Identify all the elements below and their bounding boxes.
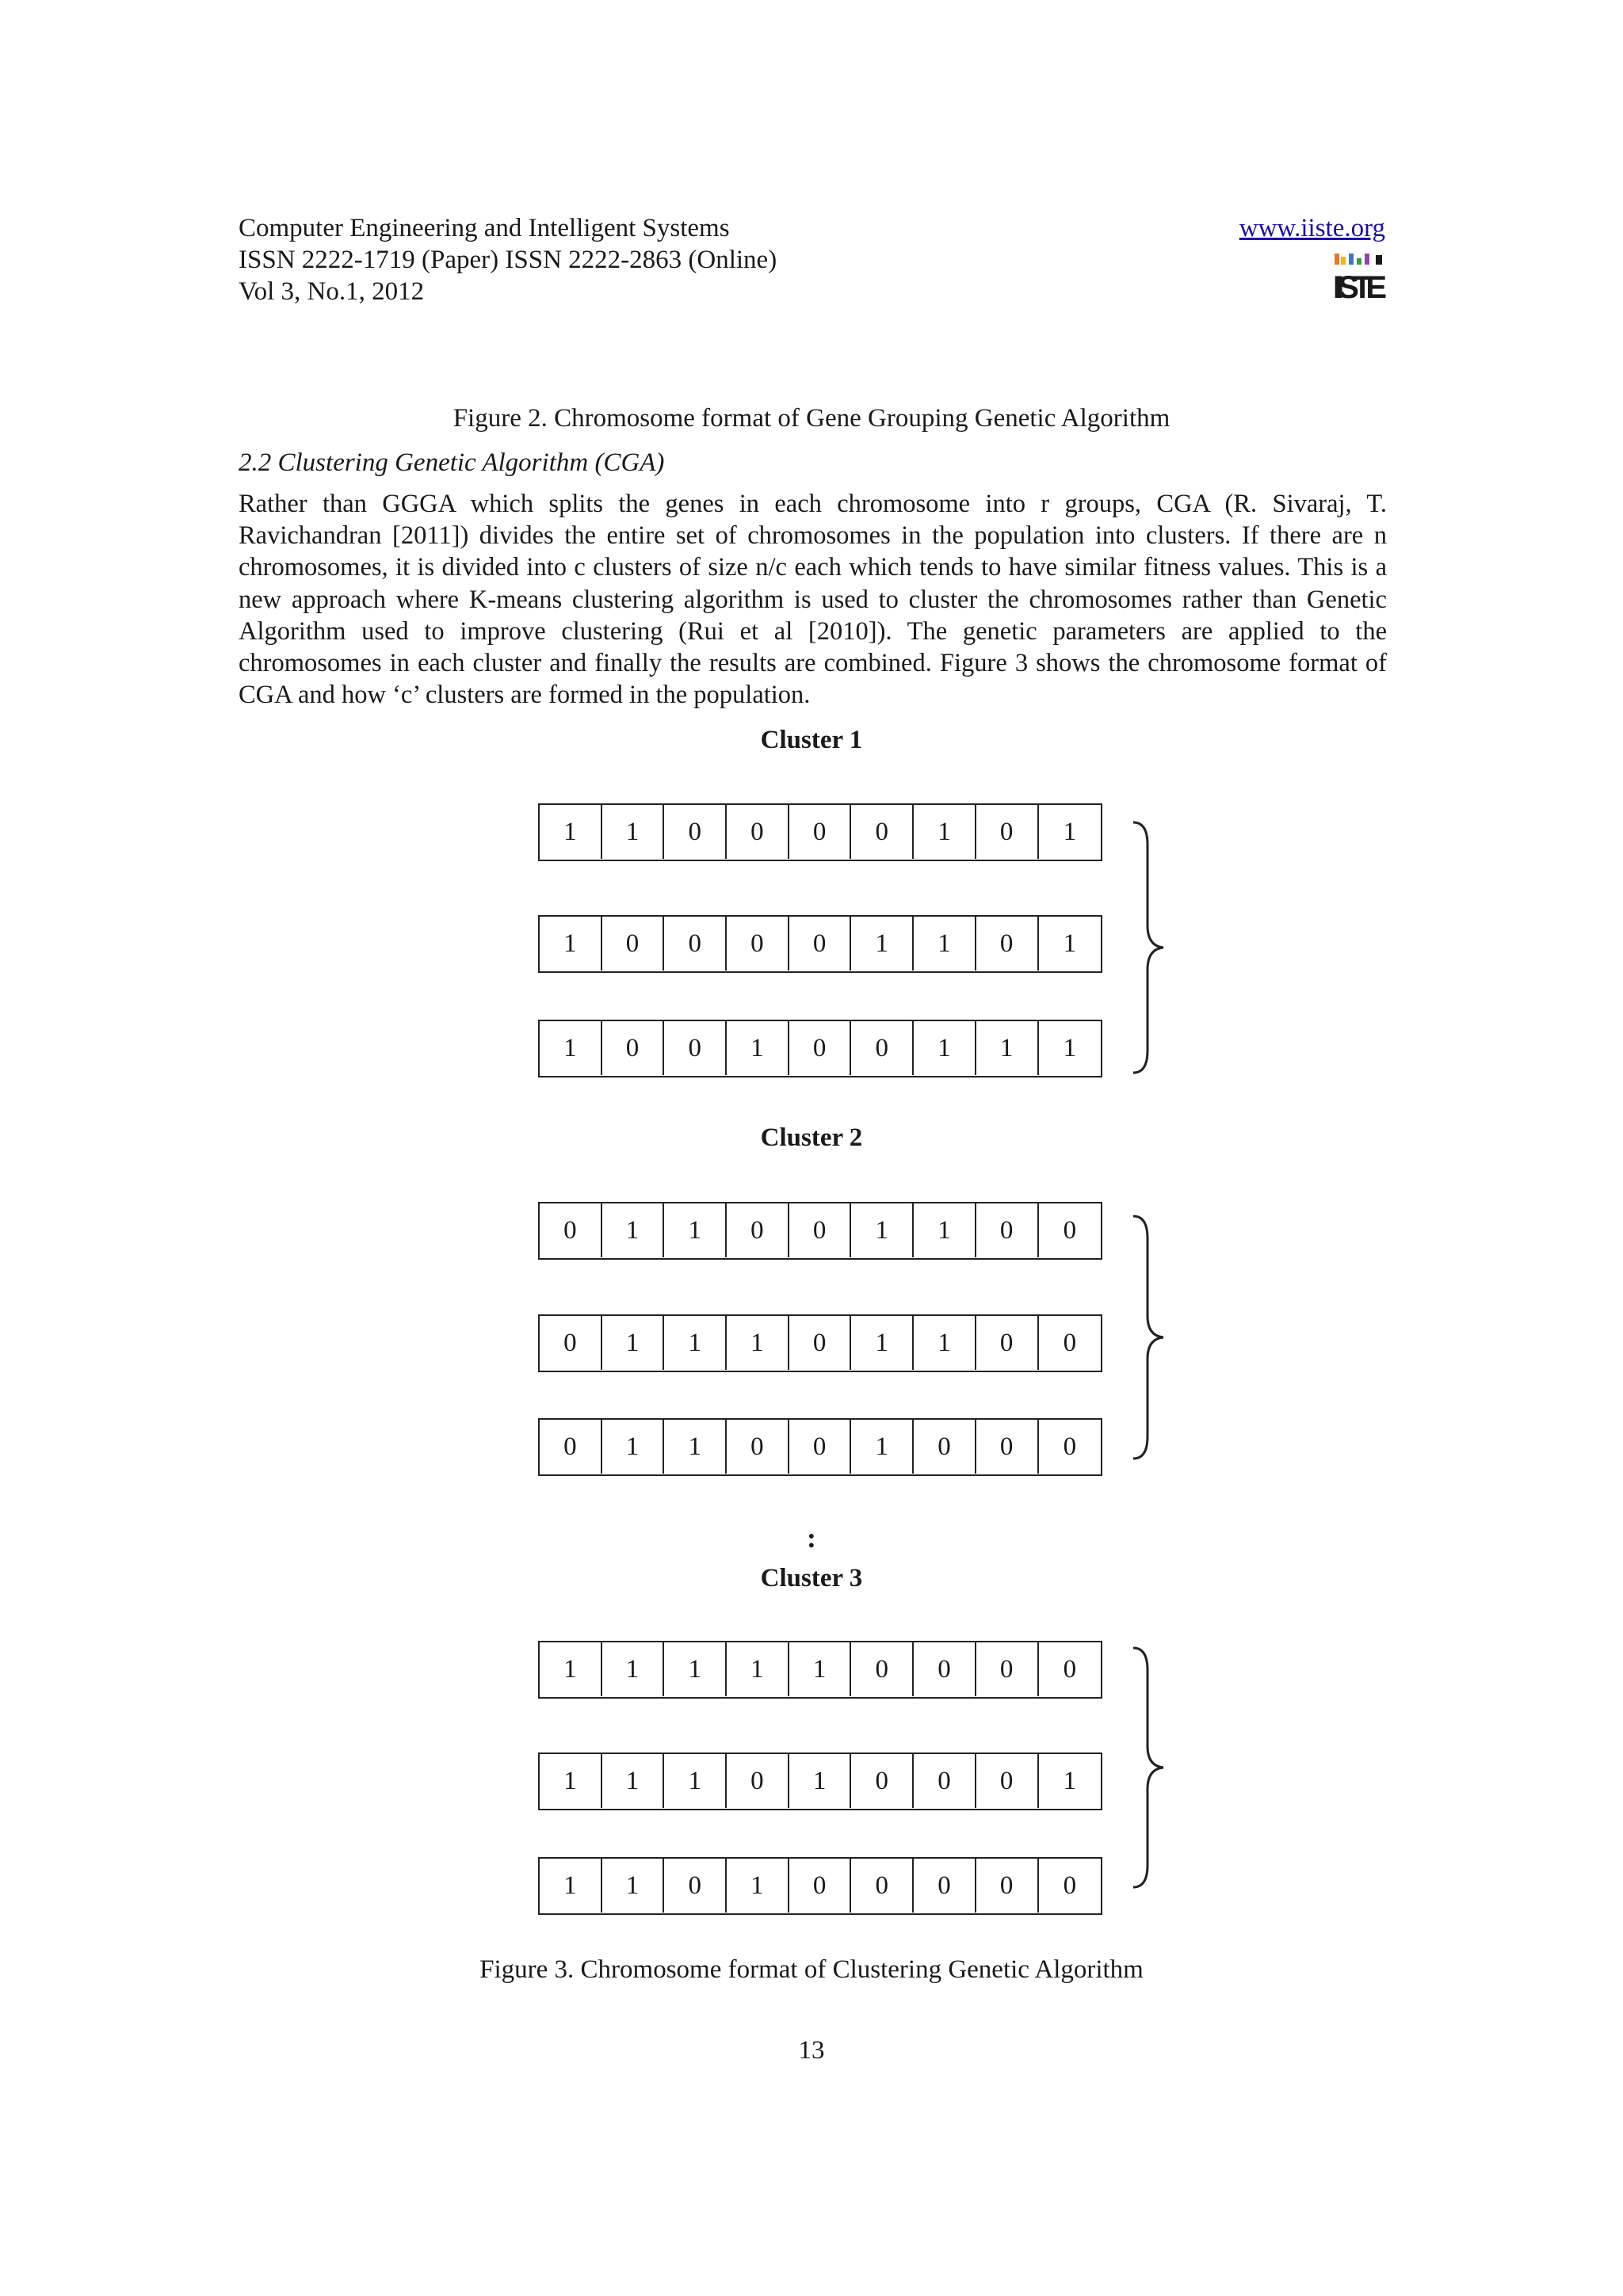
gene-cell: 0: [540, 1420, 602, 1474]
gene-cell: 1: [851, 1203, 914, 1257]
gene-cell: 1: [914, 1316, 976, 1370]
gene-cell: 0: [976, 917, 1039, 971]
gene-cell: 0: [789, 1316, 852, 1370]
gene-cell: 0: [789, 1420, 852, 1474]
gene-cell: 0: [914, 1859, 976, 1913]
journal-title: Computer Engineering and Intelligent Systems: [239, 214, 730, 242]
gene-cell: 1: [914, 1203, 976, 1257]
gene-cell: 0: [727, 917, 789, 971]
body-paragraph: [239, 488, 1387, 711]
gene-cell: 1: [602, 1642, 665, 1696]
gene-cell: 0: [664, 1859, 727, 1913]
figure-2-caption: Figure 2. Chromosome format of Gene Grouping Genetic Algorithm: [453, 404, 1170, 433]
gene-cell: 0: [914, 1642, 976, 1696]
gene-cell: 0: [851, 1754, 914, 1808]
figure-3-caption: Figure 3. Chromosome format of Clustering Genetic Algorithm: [479, 1955, 1144, 1984]
section-title: 2.2 Clustering Genetic Algorithm (CGA): [239, 448, 665, 477]
gene-cell: 0: [602, 917, 665, 971]
gene-cell: 0: [727, 805, 789, 859]
gene-cell: 0: [976, 1316, 1039, 1370]
gene-cell: 1: [1063, 817, 1077, 846]
gene-cell: 0: [602, 1021, 665, 1075]
ellipsis: :: [807, 1522, 816, 1554]
gene-cell: 1: [602, 1316, 665, 1370]
gene-cell: 1: [540, 917, 602, 971]
cluster-2-brace: [1132, 1215, 1171, 1460]
gene-cell: 1: [914, 1021, 976, 1075]
gene-cell: 0: [851, 805, 914, 859]
gene-cell: 0: [976, 805, 1039, 859]
page-number: 13: [798, 2036, 825, 2065]
gene-cell: 0: [976, 1859, 1039, 1913]
gene-cell: 1: [664, 1420, 727, 1474]
gene-cell: 0: [851, 1642, 914, 1696]
gene-cell: 0: [1063, 1215, 1077, 1245]
cluster-3-title: Cluster 3: [760, 1564, 863, 1592]
gene-cell: 1: [540, 1859, 602, 1913]
cluster-1-chromosome-2: [538, 915, 1102, 973]
cluster-3-brace: [1132, 1646, 1171, 1889]
gene-cell: 0: [1063, 1654, 1077, 1684]
gene-cell: 0: [664, 917, 727, 971]
gene-cell: 1: [789, 1642, 852, 1696]
journal-header: [239, 212, 777, 307]
cluster-1-brace: [1132, 821, 1171, 1074]
gene-cell: 1: [664, 1642, 727, 1696]
gene-cell: 0: [976, 1754, 1039, 1808]
svg-text:IISTE: IISTE: [1333, 270, 1387, 303]
gene-cell: 1: [727, 1642, 789, 1696]
gene-cell: 1: [602, 805, 665, 859]
cluster-2-title: Cluster 2: [760, 1123, 863, 1152]
gene-cell: 0: [789, 917, 852, 971]
gene-cell: 1: [914, 917, 976, 971]
gene-cell: 1: [602, 1420, 665, 1474]
gene-cell: 1: [727, 1316, 789, 1370]
gene-cell: 0: [1063, 1328, 1077, 1357]
gene-cell: 1: [1063, 929, 1077, 958]
gene-cell: 0: [540, 1203, 602, 1257]
gene-cell: 0: [976, 1420, 1039, 1474]
gene-cell: 1: [540, 1021, 602, 1075]
cluster-3-chromosome-3: [538, 1857, 1102, 1915]
gene-cell: 1: [540, 1754, 602, 1808]
gene-cell: 1: [540, 805, 602, 859]
cluster-3-chromosome-1: [538, 1641, 1102, 1699]
gene-cell: 0: [540, 1316, 602, 1370]
gene-cell: 0: [851, 1021, 914, 1075]
gene-cell: 1: [789, 1754, 852, 1808]
cluster-2-chromosome-2: [538, 1314, 1102, 1372]
gene-cell: 0: [727, 1203, 789, 1257]
cluster-2-chromosome-1: [538, 1202, 1102, 1260]
gene-cell: 1: [1063, 1766, 1077, 1795]
gene-cell: 0: [976, 1642, 1039, 1696]
gene-cell: 0: [664, 1021, 727, 1075]
gene-cell: 0: [789, 1021, 852, 1075]
gene-cell: 1: [976, 1021, 1039, 1075]
journal-volume: Vol 3, No.1, 2012: [239, 277, 425, 306]
gene-cell: 0: [1063, 1871, 1077, 1900]
cluster-1-chromosome-3: [538, 1020, 1102, 1077]
gene-cell: 1: [727, 1859, 789, 1913]
gene-cell: 0: [914, 1420, 976, 1474]
gene-cell: 0: [789, 805, 852, 859]
gene-cell: 0: [914, 1754, 976, 1808]
cluster-2-chromosome-3: [538, 1418, 1102, 1476]
gene-cell: 0: [664, 805, 727, 859]
iiste-logo: [1333, 252, 1387, 303]
gene-cell: 0: [727, 1420, 789, 1474]
gene-cell: 1: [664, 1754, 727, 1808]
gene-cell: 1: [914, 805, 976, 859]
website-link[interactable]: www.iiste.org: [1239, 214, 1385, 242]
gene-cell: 0: [789, 1203, 852, 1257]
cluster-1-chromosome-1: [538, 803, 1102, 861]
gene-cell: 1: [664, 1203, 727, 1257]
gene-cell: 1: [851, 917, 914, 971]
gene-cell: 1: [664, 1316, 727, 1370]
gene-cell: 0: [976, 1203, 1039, 1257]
gene-cell: 1: [602, 1859, 665, 1913]
cluster-1-title: Cluster 1: [760, 726, 863, 754]
paragraph-text: Rather than GGGA which splits the genes in each chromosome into r groups, CGA (R. Sivaraj, T. Ravichandran [2011]) divides the entire set of chromosomes in the population into clusters. If there are n chromosomes, it is divided into c clusters of size n/c each which tends to have similar fitness values. This is a new approach where K-means clustering algorithm is used to cluster the chromosomes rather than Genetic Algorithm used to improve clustering (Rui et al [2010]). The genetic parameters are applied to the chromosomes in each cluster and finally the results are combined. Figure 3 shows the chromosome format of CGA and how ‘c’ clusters are formed in the population.: [239, 490, 1387, 710]
gene-cell: 0: [727, 1754, 789, 1808]
gene-cell: 0: [1063, 1432, 1077, 1461]
gene-cell: 1: [851, 1316, 914, 1370]
gene-cell: 0: [789, 1859, 852, 1913]
gene-cell: 1: [540, 1642, 602, 1696]
gene-cell: 1: [602, 1203, 665, 1257]
gene-cell: 1: [851, 1420, 914, 1474]
gene-cell: 0: [851, 1859, 914, 1913]
journal-issn: ISSN 2222-1719 (Paper) ISSN 2222-2863 (Online): [239, 246, 777, 274]
gene-cell: 1: [602, 1754, 665, 1808]
gene-cell: 1: [727, 1021, 789, 1075]
header-right: [1239, 212, 1385, 244]
cluster-3-chromosome-2: [538, 1753, 1102, 1810]
gene-cell: 1: [1063, 1033, 1077, 1062]
